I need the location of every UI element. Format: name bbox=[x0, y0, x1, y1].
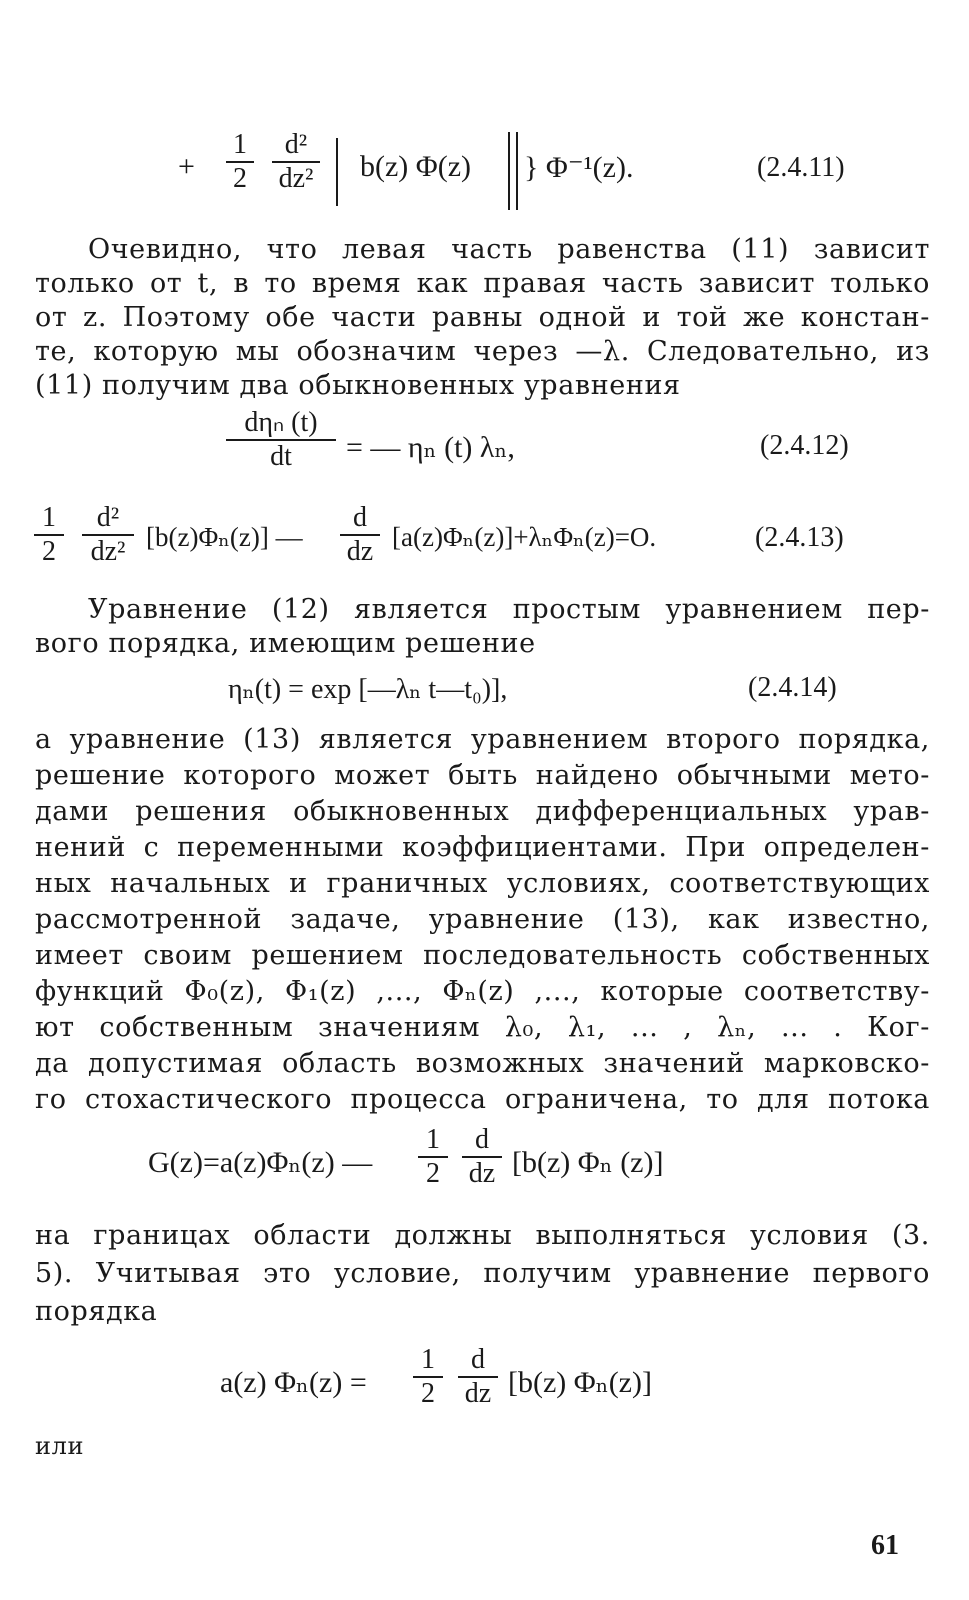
eq11-fraction-second-derivative: d² dz² bbox=[272, 130, 320, 194]
eq11-tail: } Φ⁻¹(z). bbox=[524, 151, 634, 184]
eq12-fraction: dηₙ (t) dt bbox=[226, 408, 336, 472]
eq11-number: (2.4.11) bbox=[757, 152, 845, 183]
flow-lhs: G(z)=a(z)Φₙ(z) — bbox=[148, 1146, 373, 1179]
flow-fraction-derivative: d dz bbox=[462, 1125, 502, 1189]
eq11-fraction-half: 1 2 bbox=[226, 130, 254, 194]
flow-rhs: [b(z) Φₙ (z)] bbox=[512, 1146, 664, 1179]
page-number: 61 bbox=[871, 1530, 899, 1561]
eq13-part2: [a(z)Φₙ(z)]+λₙΦₙ(z)=O. bbox=[392, 522, 657, 552]
eq11-plus: + bbox=[178, 150, 195, 183]
eq13-number: (2.4.13) bbox=[755, 522, 844, 553]
first-order-fraction-derivative: d dz bbox=[458, 1345, 498, 1409]
flow-fraction-half: 1 2 bbox=[418, 1125, 448, 1189]
eq13-fraction-derivative: d dz bbox=[340, 503, 380, 567]
eq14-number: (2.4.14) bbox=[748, 672, 837, 703]
first-order-fraction-half: 1 2 bbox=[413, 1345, 443, 1409]
eq12-rhs: = — ηₙ (t) λₙ, bbox=[346, 431, 515, 464]
eq13-part1: [b(z)Φₙ(z)] — bbox=[146, 522, 303, 552]
first-order-lhs: a(z) Φₙ(z) = bbox=[220, 1366, 367, 1399]
book-page: + 1 2 d² dz² b(z) Φ(z) } Φ⁻¹(z). (2.4.11) Очевидно, что левая часть равенства (11) зависит только от t, в то время как правая часть зависит только от z. Поэтому обе части равны одной и той же констан- те, которую мы обозначим через —λ. Следовательно, из (11) получим два обыкновенных уравнения dηₙ (t) dt = — ηₙ (t) λₙ, (2.4.12) 1 2 d² dz² [b(z)Φₙ(z)] — d dz [a(z)Φₙ(z)]+λₙΦₙ(z)=O. (2.4.13) Уравнение (12) является простым уравнением пер- вого порядка, имеющим решение ηₙ(t) = exp [—λₙ t—t₀)], (2.4.14) а уравнение (13) является уравнением второго порядка, решение которого может быть найдено обычными мето- дами решения обыкновенных дифференциальных урав- нений с переменными коэффициентами. При определен- ных начальных и граничных условиях, соответствующих рассмотренной задаче, уравнение (13), как известно, имеет своим решением последовательность собственных функций Φ₀(z), Φ₁(z) ,..., Φₙ(z) ,..., которые соответству- ют собственным значениям λ₀, λ₁, ... , λₙ, ... . Ког- да допустимая область возможных значений марковско- го стохастического процесса ограничена, то для потока G(z)=a(z)Φₙ(z) — 1 2 d dz [b(z) Φₙ (z)] на границах области должны выполняться условия (3. 5). Учитывая это условие, получим уравнение первого порядка a(z) Φₙ(z) = 1 2 d dz [b(z) Φₙ(z)] или 61 bbox=[35, 129, 930, 1561]
eq12-number: (2.4.12) bbox=[760, 430, 849, 461]
eq11-body: b(z) Φ(z) bbox=[360, 150, 472, 183]
eq14-body: ηₙ(t) = exp [—λₙ t—t₀)], bbox=[228, 674, 508, 705]
eq13-fraction-second-derivative: d² dz² bbox=[82, 503, 134, 567]
first-order-rhs: [b(z) Φₙ(z)] bbox=[508, 1366, 652, 1399]
eq13-fraction-half: 1 2 bbox=[34, 503, 64, 567]
closing-word: или bbox=[35, 1432, 85, 1460]
